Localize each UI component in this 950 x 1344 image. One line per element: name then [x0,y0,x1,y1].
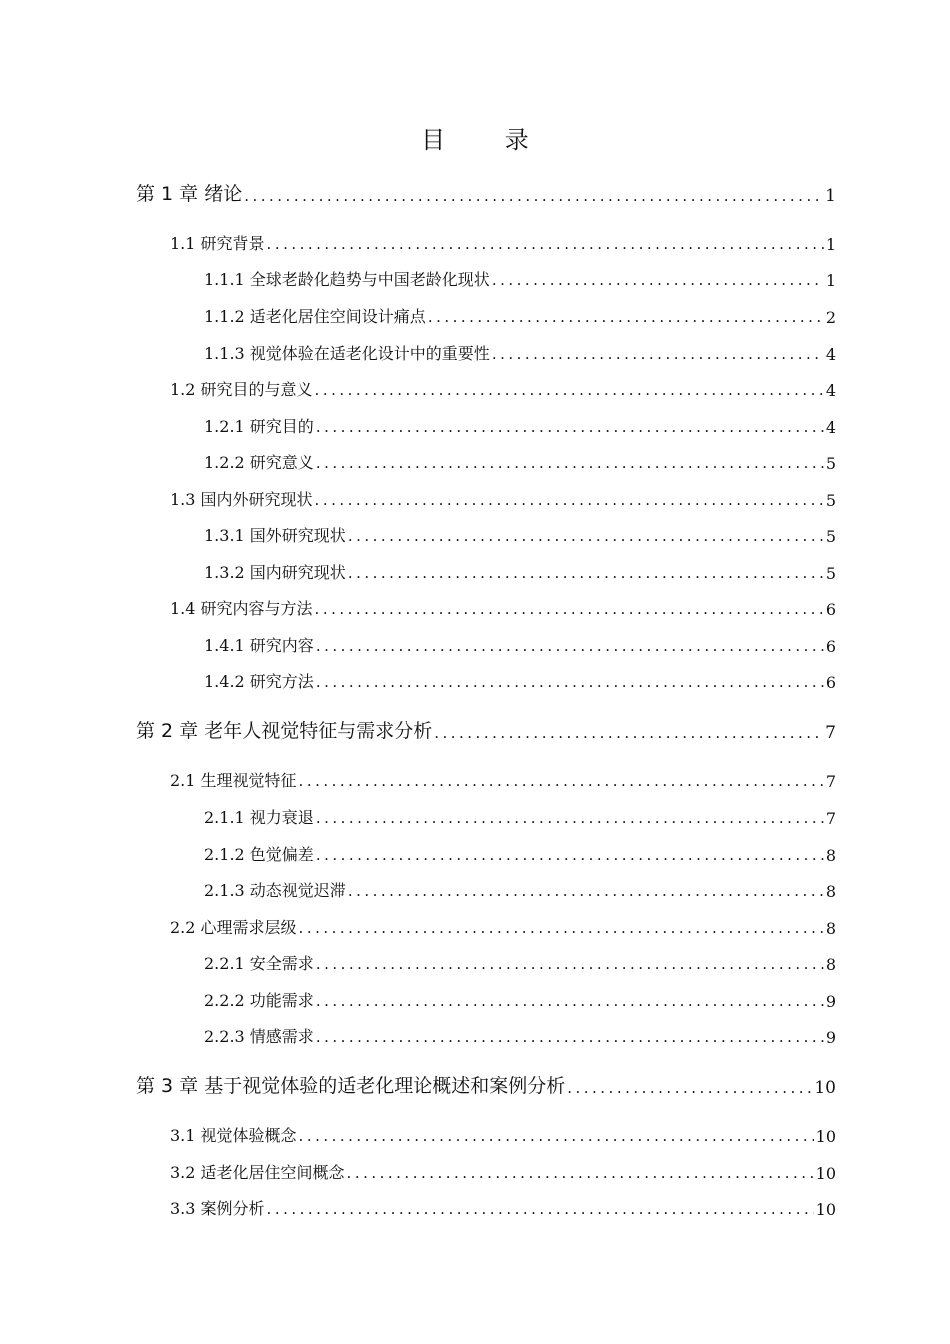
toc-section-entry [204,443,836,473]
toc-leader-dots [492,347,824,364]
toc-section-entry [204,334,836,364]
toc-leader-dots [299,774,824,791]
toc-section-entry [170,480,836,510]
toc-entry-label: 2.2.1 安全需求 [204,954,314,973]
toc-entry-label: 1.4.2 研究方法 [204,672,314,691]
toc-leader-dots [567,1081,812,1098]
toc-entry-label: 1.4 研究内容与方法 [170,599,313,618]
toc-section-entry [204,981,836,1011]
toc-leader-dots [316,994,824,1011]
toc-section-entry [204,516,836,546]
toc-chapter-entry [136,713,836,743]
toc-entry-label: 2.2.2 功能需求 [204,991,314,1010]
toc-page-number: 10 [815,1127,836,1146]
toc-leader-dots [315,493,824,510]
toc-page-number: 10 [815,1164,836,1183]
toc-section-entry [204,260,836,290]
toc-page-number: 2 [825,308,836,327]
toc-entry-label: 第 2 章 老年人视觉特征与需求分析 [136,720,433,742]
toc-section-entry [204,1017,836,1047]
toc-section-entry [204,297,836,327]
toc-entry-label: 1.2.1 研究目的 [204,417,314,436]
toc-leader-dots [316,639,824,656]
toc-leader-dots [316,420,824,437]
toc-entry-label: 3.3 案例分析 [170,1199,265,1218]
toc-section-entry [170,1189,836,1219]
toc-section-entry [204,662,836,692]
toc-leader-dots [267,1202,814,1219]
toc-section-entry [204,871,836,901]
toc-page-number: 7 [825,772,836,791]
toc-entry-label: 1.4.1 研究内容 [204,636,314,655]
toc-page-number: 10 [815,1200,836,1219]
toc-section-entry [170,589,836,619]
toc-leader-dots [315,602,824,619]
toc-leader-dots [316,848,824,865]
toc-leader-dots [316,957,824,974]
toc-entry-label: 1.1.3 视觉体验在适老化设计中的重要性 [204,344,490,363]
toc-entry-label: 第 3 章 基于视觉体验的适老化理论概述和案例分析 [136,1075,566,1097]
toc-page-number: 9 [825,992,836,1011]
toc-entry-label: 第 1 章 绪论 [136,183,243,205]
toc-entry-label: 1.3 国内外研究现状 [170,490,313,509]
toc-entry-label: 1.1.1 全球老龄化趋势与中国老龄化现状 [204,270,490,289]
toc-section-entry [170,370,836,400]
toc-entry-label: 1.2.2 研究意义 [204,453,314,472]
toc-entry-label: 2.1.2 色觉偏差 [204,845,314,864]
toc-chapter-entry [136,176,836,206]
toc-page-number: 4 [825,381,836,400]
toc-leader-dots [316,675,824,692]
toc-leader-dots [299,1129,814,1146]
toc-entry-label: 2.2 心理需求层级 [170,918,297,937]
toc-section-entry [170,1116,836,1146]
toc-entry-label: 3.2 适老化居住空间概念 [170,1163,345,1182]
toc-entry-label: 2.1 生理视觉特征 [170,771,297,790]
toc-leader-dots [316,1030,824,1047]
toc-leader-dots [428,310,824,327]
toc-section-entry [170,908,836,938]
toc-leader-dots [348,884,824,901]
toc-leader-dots [347,1166,814,1183]
toc-page-number: 5 [825,491,836,510]
toc-section-entry [204,407,836,437]
toc-page-number: 6 [825,600,836,619]
toc-entry-label: 1.3.2 国内研究现状 [204,563,346,582]
toc-entry-label: 1.3.1 国外研究现状 [204,526,346,545]
toc-page-number: 8 [825,882,836,901]
toc-leader-dots [315,383,824,400]
toc-leader-dots [434,726,823,743]
toc-page-number: 8 [825,919,836,938]
toc-page-number: 4 [825,418,836,437]
toc-leader-dots [267,237,824,254]
toc-page-number: 7 [825,723,836,743]
toc-chapter-entry [136,1068,836,1098]
toc-page-number: 8 [825,846,836,865]
toc-page-number: 6 [825,673,836,692]
toc-leader-dots [316,811,824,828]
toc-page-number: 5 [825,527,836,546]
toc-title: 目 录 [421,126,555,154]
toc-entry-label: 1.1 研究背景 [170,234,265,253]
toc-page-number: 5 [825,564,836,583]
toc-page-number: 10 [814,1078,836,1098]
toc-leader-dots [492,273,824,290]
toc-section-entry [170,761,836,791]
toc-section-entry [204,798,836,828]
toc-page-number: 8 [825,955,836,974]
toc-page-number: 6 [825,637,836,656]
toc-leader-dots [348,529,824,546]
toc-section-entry [204,626,836,656]
toc-section-entry [204,553,836,583]
toc-entry-label: 2.1.1 视力衰退 [204,808,314,827]
toc-entry-label: 1.1.2 适老化居住空间设计痛点 [204,307,426,326]
toc-page-number: 1 [825,271,836,290]
toc-section-entry [170,224,836,254]
toc-page-number: 9 [825,1028,836,1047]
toc-entry-label: 2.1.3 动态视觉迟滞 [204,881,346,900]
toc-leader-dots [244,189,823,206]
toc-page-number: 1 [825,186,836,206]
toc-leader-dots [299,921,824,938]
toc-entry-label: 2.2.3 情感需求 [204,1027,314,1046]
toc-section-entry [204,835,836,865]
toc-entry-label: 1.2 研究目的与意义 [170,380,313,399]
toc-page-number: 7 [825,809,836,828]
toc-entry-label: 3.1 视觉体验概念 [170,1126,297,1145]
toc-page-number: 5 [825,454,836,473]
toc-leader-dots [348,566,824,583]
toc-section-entry [170,1153,836,1183]
toc-section-entry [204,944,836,974]
toc-page-number: 4 [825,345,836,364]
toc-leader-dots [316,456,824,473]
toc-page-number: 1 [825,235,836,254]
